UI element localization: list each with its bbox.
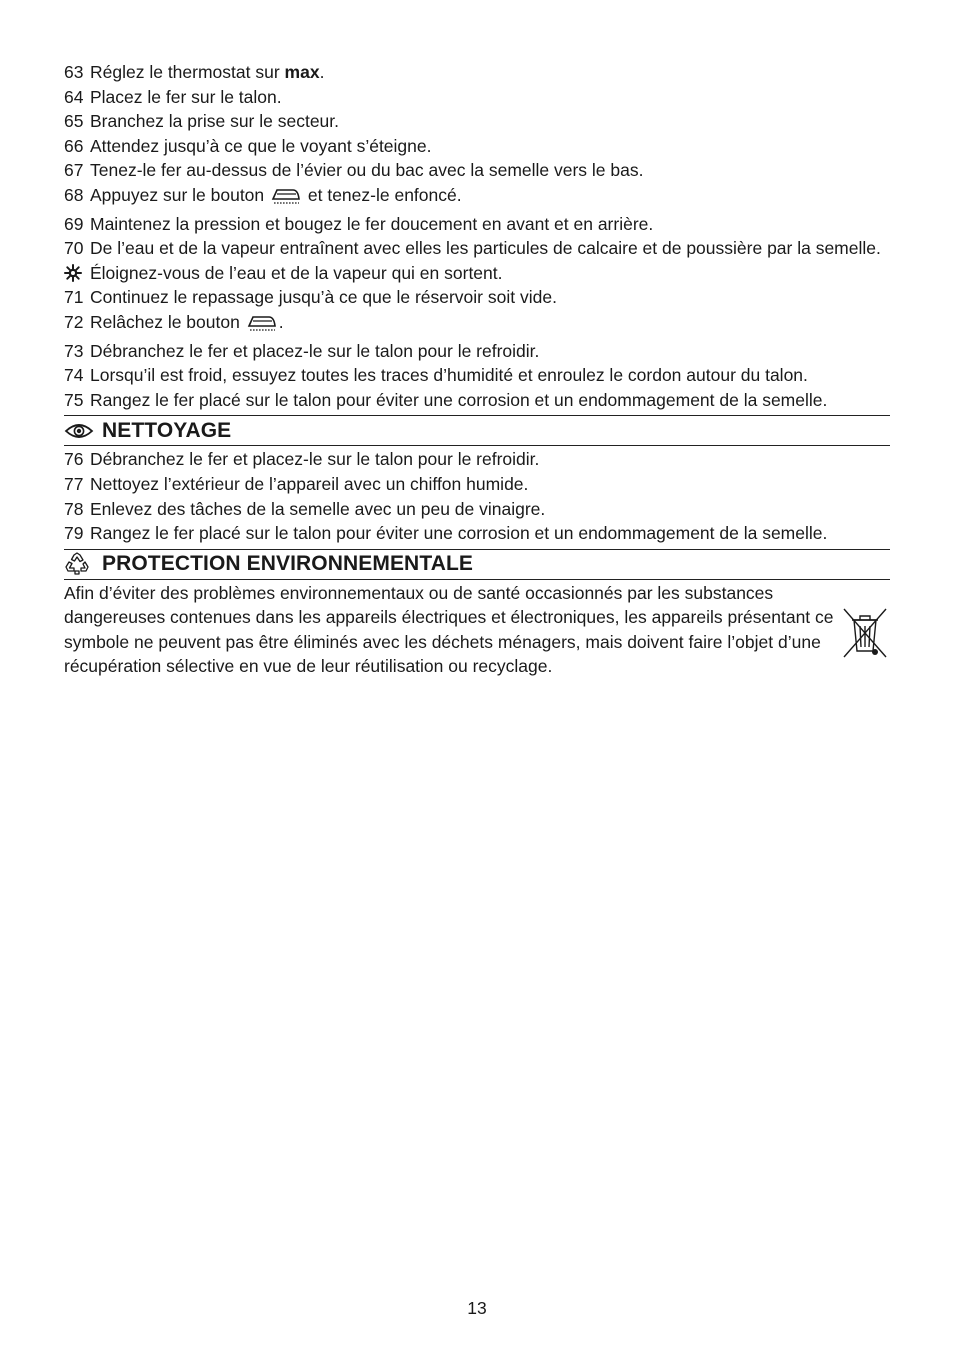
step-text: Débranchez le fer et placez-le sur le talon pour le refroidir.: [90, 340, 540, 361]
list-item: [64, 285, 890, 310]
steps-list-c: [64, 447, 890, 545]
step-text-after: .: [278, 311, 284, 332]
page-number: 13: [467, 1298, 487, 1318]
step-text: Enlevez des tâches de la semelle avec un peu de vinaigre.: [90, 498, 546, 519]
step-text: Attendez jusqu’à ce que le voyant s’éteigne.: [90, 135, 432, 156]
step-text: Tenez-le fer au-dessus de l’évier ou du bac avec la semelle vers le bas.: [90, 160, 644, 181]
list-item: [64, 497, 890, 522]
eye-icon: [64, 422, 102, 440]
step-number: 65: [64, 111, 84, 132]
list-item: [64, 158, 890, 183]
section-header-environment: [64, 549, 890, 580]
step-number: 77: [64, 473, 84, 494]
section-header-cleaning: [64, 415, 890, 446]
step-text: Rangez le fer placé sur le talon pour éviter une corrosion et un endommagement de la semelle.: [90, 389, 828, 410]
list-item: [64, 388, 890, 413]
step-number: 70: [64, 238, 84, 259]
list-item: [64, 472, 890, 497]
step-number: 76: [64, 449, 84, 470]
step-number: 73: [64, 340, 84, 361]
step-text-after: .: [319, 62, 325, 82]
step-number: 66: [64, 135, 84, 156]
list-item: [64, 363, 890, 388]
step-text-after: et tenez-le enfoncé.: [303, 184, 462, 205]
list-item: [64, 109, 890, 134]
list-item: [64, 212, 890, 237]
step-text: Maintenez la pression et bougez le fer doucement en avant et en arrière.: [90, 213, 654, 234]
environment-paragraph: Afin d’éviter des problèmes environnementaux ou de santé occasionnés par les substances dangereuses contenues dans les appareils électriques et électroniques, les appareils présentant ce symbole ne peuvent pas être éliminés avec les déchets ménagers, mais doivent faire l’objet d’une récupération sélective en vue de leur réutilisation ou recyclage.: [64, 582, 834, 677]
document-page: [64, 60, 890, 679]
step-text: Débranchez le fer et placez-le sur le talon pour le refroidir.: [90, 449, 540, 470]
recycle-icon: [64, 552, 102, 576]
step-text: Placez le fer sur le talon.: [90, 86, 282, 107]
steps-list-b: [64, 285, 890, 412]
list-item: [64, 521, 890, 546]
environment-paragraph-block: [64, 581, 890, 679]
step-number: 68: [64, 184, 84, 205]
list-item: [64, 236, 890, 261]
step-number: 63: [64, 62, 84, 82]
steps-list-a: [64, 60, 890, 261]
warning-note: [64, 261, 890, 286]
step-bold-text: max: [284, 62, 320, 82]
step-text: Réglez le thermostat sur: [90, 62, 285, 82]
list-item: [64, 134, 890, 159]
step-text: De l’eau et de la vapeur entraînent avec elles les particules de calcaire et de poussière par la semelle.: [90, 238, 881, 259]
step-number: 72: [64, 311, 84, 332]
step-number: 71: [64, 287, 84, 308]
step-text: Rangez le fer placé sur le talon pour éviter une corrosion et un endommagement de la semelle.: [90, 523, 828, 544]
crossed-bin-icon: [840, 607, 890, 666]
section-title: NETTOYAGE: [102, 418, 232, 442]
step-number: 79: [64, 523, 84, 544]
list-item: [64, 183, 890, 212]
step-text: Appuyez sur le bouton: [90, 184, 270, 205]
step-text: Branchez la prise sur le secteur.: [90, 111, 340, 132]
step-text: Continuez le repassage jusqu’à ce que le réservoir soit vide.: [90, 287, 557, 308]
section-title: PROTECTION ENVIRONNEMENTALE: [102, 552, 473, 576]
step-text: Nettoyez l’extérieur de l’appareil avec un chiffon humide.: [90, 473, 529, 494]
steam-clean-icon: [247, 312, 277, 339]
list-item: [64, 339, 890, 364]
step-number: 67: [64, 160, 84, 181]
step-text: Relâchez le bouton: [90, 311, 245, 332]
step-number: 75: [64, 389, 84, 410]
step-text: Lorsqu’il est froid, essuyez toutes les traces d’humidité et enroulez le cordon autour du talon.: [90, 365, 808, 386]
list-item: [64, 85, 890, 110]
step-number: 64: [64, 86, 84, 107]
warning-burst-icon: [64, 261, 90, 286]
step-number: 78: [64, 498, 84, 519]
list-item: [64, 60, 890, 85]
list-item: [64, 310, 890, 339]
step-number: 74: [64, 365, 84, 386]
warning-text: Éloignez-vous de l’eau et de la vapeur qui en sortent.: [90, 262, 503, 283]
steam-clean-icon: [271, 185, 301, 212]
list-item: [64, 447, 890, 472]
step-number: 69: [64, 213, 84, 234]
